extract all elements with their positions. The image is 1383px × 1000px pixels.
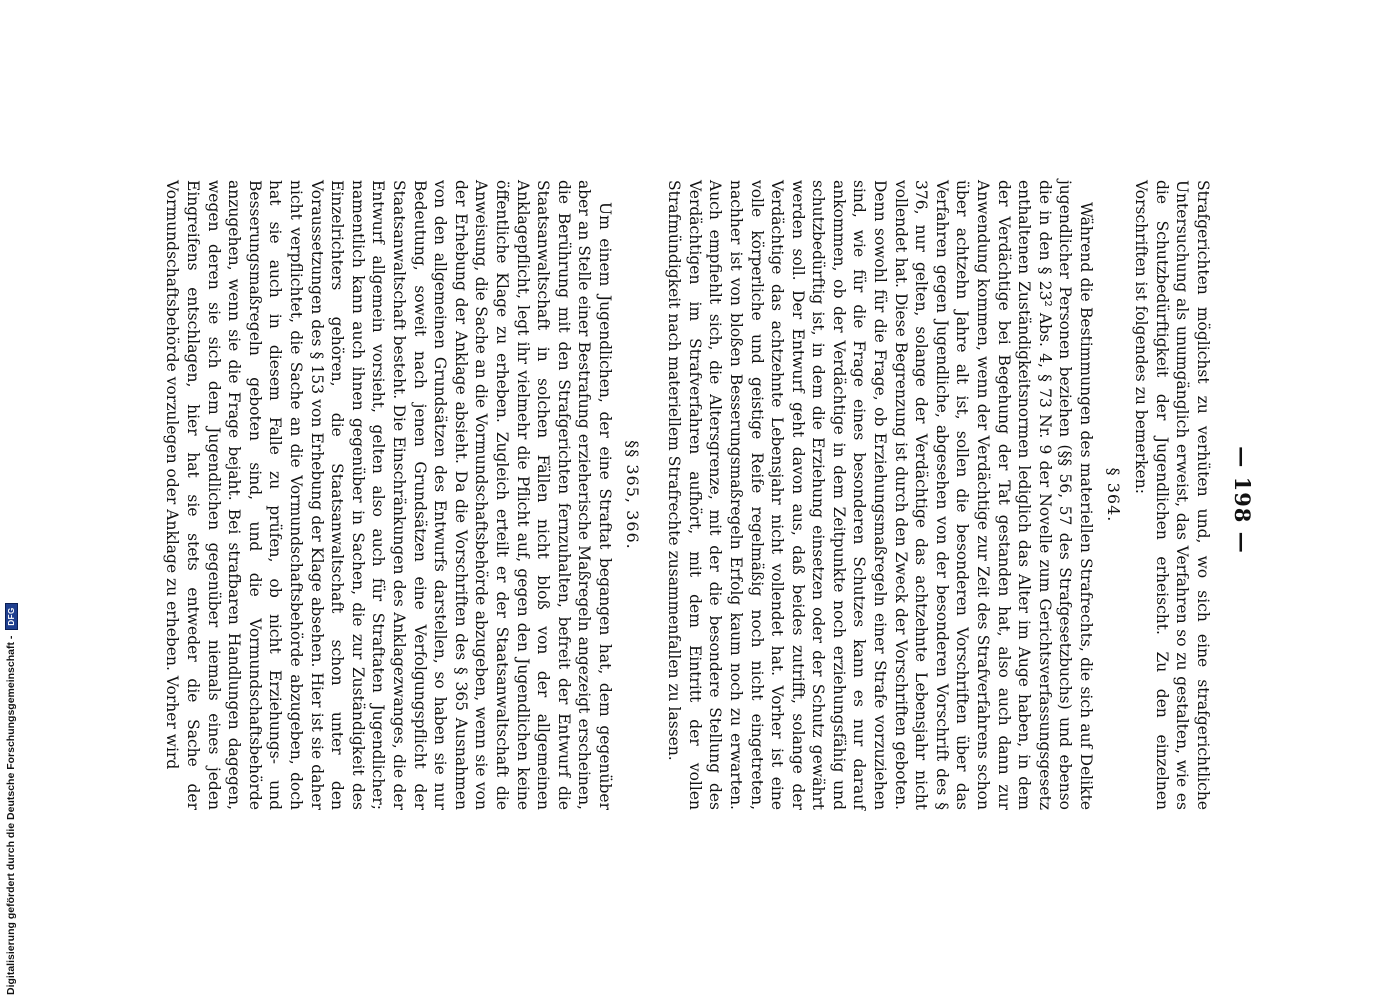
- section-gap: [650, 180, 664, 810]
- section-heading-365-366: §§ 365, 366.: [622, 440, 642, 550]
- page-number: — 198 —: [1230, 446, 1255, 554]
- section-365-366-paragraph: Um einem Jugendlichen, der eine Straftat begangen hat, dem gegenüber aber an Stelle einer Bestrafung erzieherische Maßregeln angezeigt erscheinen, die Berührung mit den Strafgerichten fernzuhalten, befreit der Entwurf die Staatsanwaltschaft in solchen Fällen nicht bloß von der allgemeinen Anklagepflicht, legt ihr vielmehr die Pflicht auf, gegen den Jugendlichen keine öffentliche Klage zu erheben. Zugleich erteilt er der Staatsanwaltschaft die Anweisung, die Sache an die Vormundschaftsbehörde abzugeben, wenn sie von der Erhebung der Anklage absieht. Da die Vorschriften des § 365 Ausnahmen von den allgemeinen Grundsätzen des Entwurfs darstellen, so haben sie nur Bedeutung, soweit nach jenen Grundsätzen eine Verfolgungspflicht der Staatsanwaltschaft besteht. Die Einschränkungen des Anklagezwanges, die der Entwurf allgemein vorsieht, gelten also auch für Straftaten Jugendlicher; namentlich kann auch ihnen gegenüber in Sachen, die zur Zuständigkeit des Einzelrichters gehören, die Staatsanwaltschaft schon unter den Voraussetzungen des § 153 von Erhebung der Klage absehen. Hier ist sie daher nicht verpflichtet, die Sache an die Vormundschaftsbehörde abzugeben, doch hat sie auch in diesem Falle zu prüfen, ob nicht Erziehungs- und Besserungsmaßregeln geboten sind, und die Vormundschaftsbehörde anzugehen, wenn sie die Frage bejaht. Bei strafbaren Handlungen dagegen, wegen deren sie sich dem Jugendlichen gegenüber niemals eines jeden Eingreifens entschlagen, hier hat sie stets entweder die Sache der Vormundschaftsbehörde vorzulegen oder Anklage zu erheben. Vorher wird: [163, 180, 614, 810]
- section-364-paragraph: Während die Bestimmungen des materiellen Strafrechts, die sich auf Delikte jugendlicher Personen beziehen (§§ 56, 57 des Strafgesetzbuchs) und ebenso die in den § 23² Abs. 4, § 73 Nr. 9 der Novelle zum Gerichtsverfassungsgesetz enthaltenen Zuständigkeitsnormen lediglich das Alter im Auge haben, in dem der Verdächtige bei Begehung der Tat gestanden hat, also auch dann zur Anwendung kommen, wenn der Verdächtige zur Zeit des Strafverfahrens schon über achtzehn Jahre alt ist, sollen die besonderen Vorschriften über das Verfahren gegen Jugendliche, abgesehen von der besonderen Vorschrift des § 376, nur gelten, solange der Verdächtige das achtzehnte Lebensjahr nicht vollendet hat. Diese Begrenzung ist durch den Zweck der Vorschriften geboten. Denn sowohl für die Frage, ob Erziehungsmaßregeln einer Strafe vorzuziehen sind, wie für die Frage eines besonderen Schutzes kann es nur darauf ankommen, ob der Verdächtige in dem Zeitpunkte noch erziehungsfähig und schutzbedürftig ist, in dem die Erziehung einsetzen oder der Schutz gewährt werden soll. Der Entwurf geht davon aus, daß beides zutrifft, solange der Verdächtige das achtzehnte Lebensjahr nicht vollendet hat. Vorher ist eine volle körperliche und geistige Reife regelmäßig noch nicht eingetreten, nachher ist von bloßen Besserungsmaßregeln Erfolg kaum noch zu erwarten. Auch empfiehlt sich, die Altersgrenze, mit der die besondere Stellung des Verdächtigen im Strafverfahren aufhört, mit dem Eintritt der vollen Strafmündigkeit nach materiellem Strafrechte zusammenfallen zu lassen.: [665, 180, 1096, 810]
- digitization-note-text: Digitalisierung gefördert durch die Deutsche Forschungsgemeinschaft -: [5, 635, 17, 995]
- body-text: [162, 180, 1213, 810]
- intro-paragraph: Strafgerichten möglichst zu verhüten und, wo sich eine strafgerichtliche Untersuchung als unumgänglich erweist, das Verfahren so zu gestalten, wie es die Schutzbedürftigkeit der Jugendlichen erheischt. Zu den einzelnen Vorschriften ist folgendes zu bemerken:: [1132, 180, 1212, 810]
- digitization-note: [2, 607, 20, 995]
- dfg-logo-icon: DFG: [5, 603, 18, 629]
- section-heading-364: § 364.: [1103, 467, 1123, 523]
